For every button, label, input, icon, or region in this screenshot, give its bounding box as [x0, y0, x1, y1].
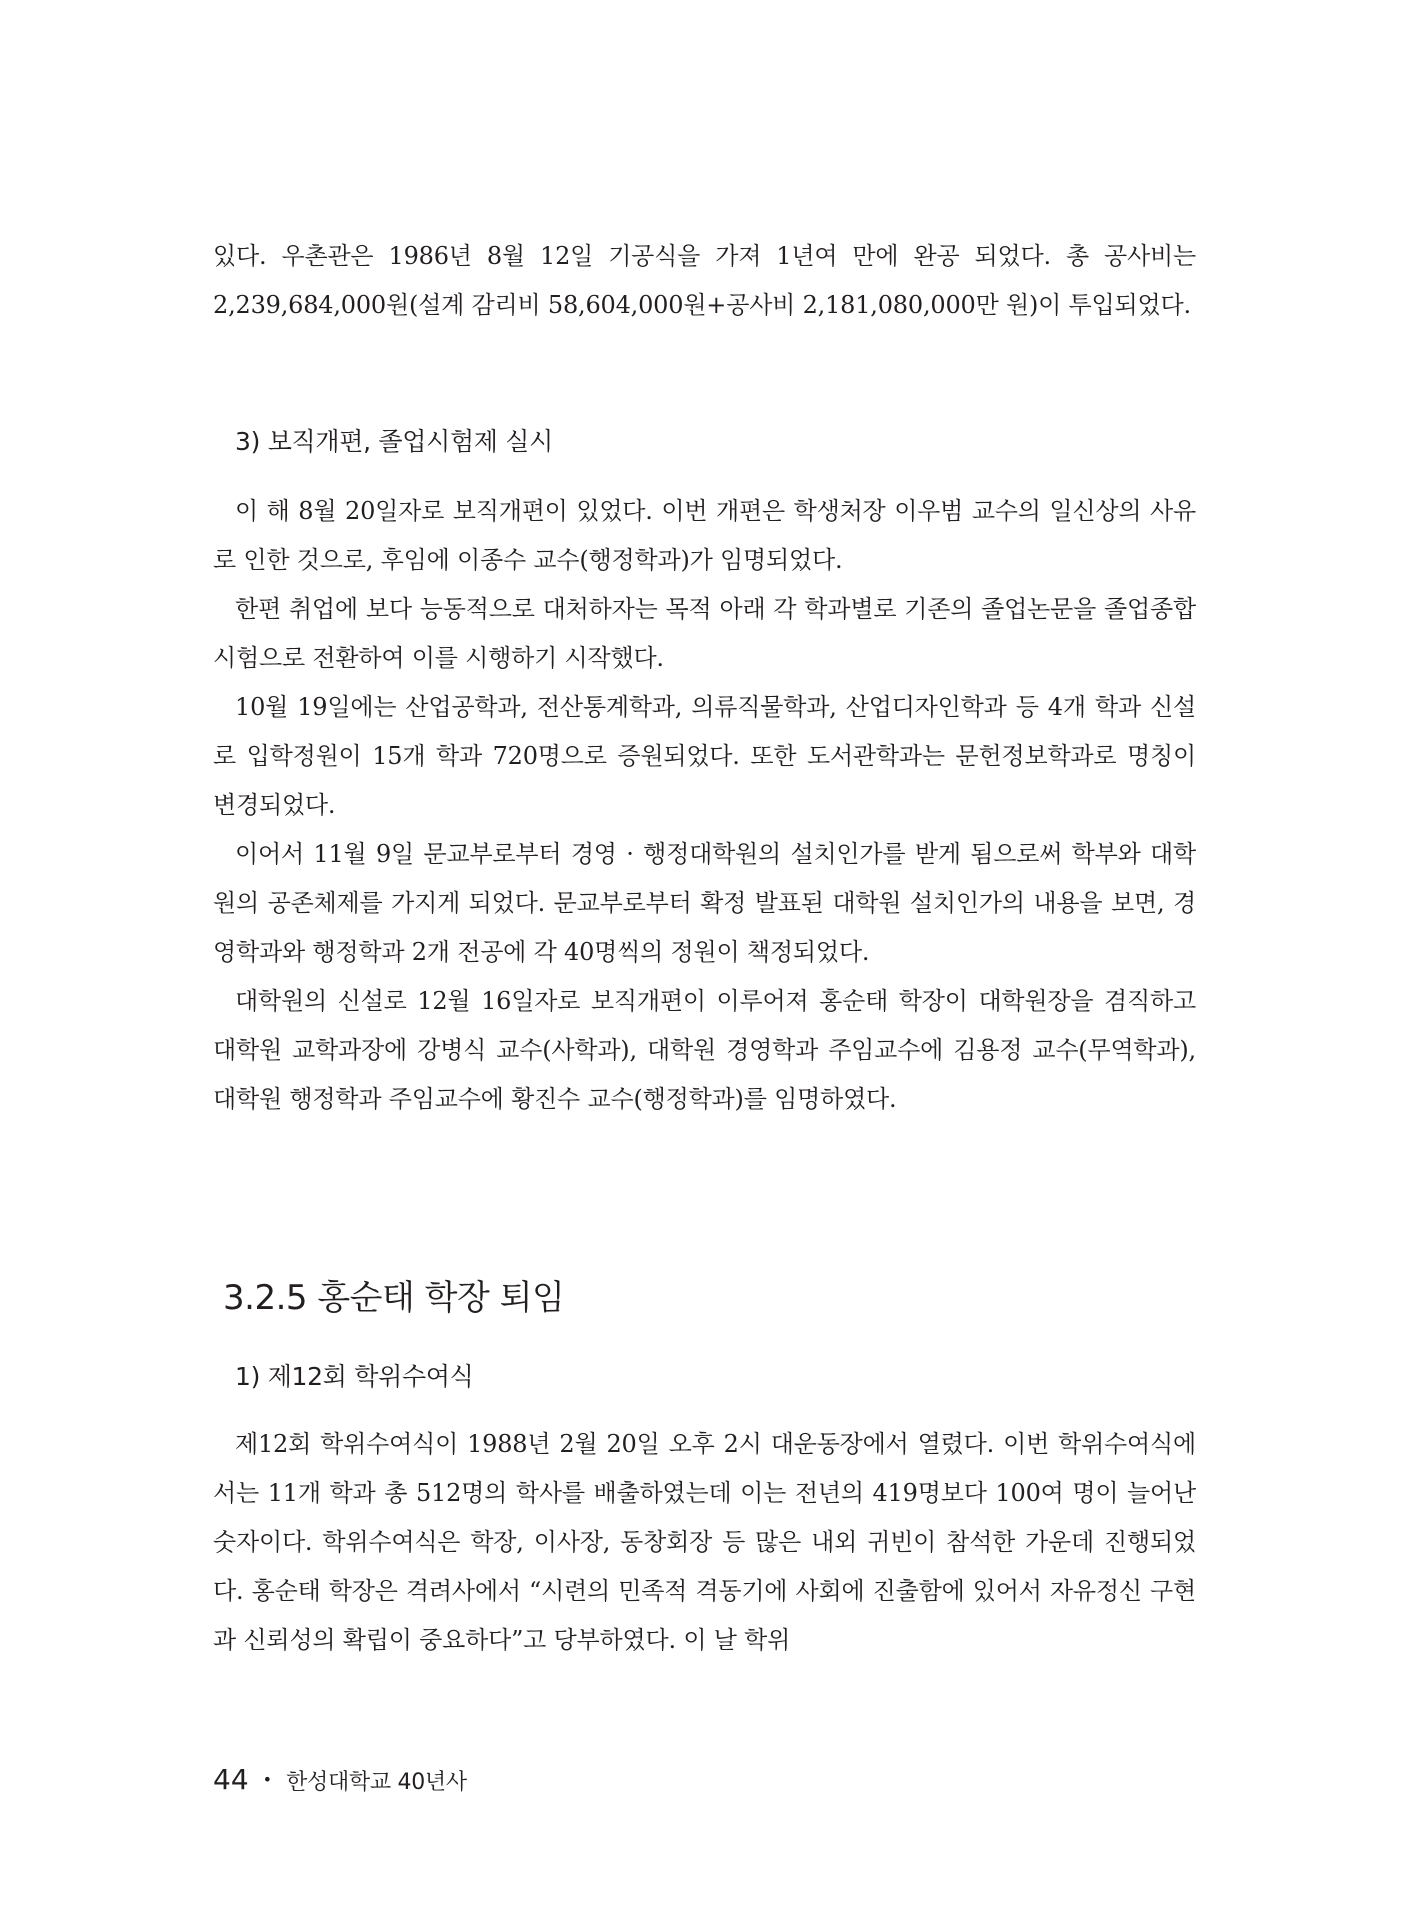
subsection-1: [213, 1357, 1196, 1393]
subsection-heading: 3) 보직개편, 졸업시험제 실시: [235, 427, 553, 456]
section-325: [213, 1270, 1196, 1319]
intro-paragraph: 있다. 우촌관은 1986년 8월 12일 기공식을 가져 1년여 만에 완공 되었다. 총 공사비는 2,239,684,000원(설계 감리비 58,604,000원+공사비 2,181,080,000만 원)이 투입되었다.: [213, 242, 1196, 319]
page-number: 44: [213, 1763, 249, 1796]
book-title: 한성대학교 40년사: [286, 1770, 467, 1795]
page-footer: [213, 1763, 467, 1796]
paragraph: 대학원의 신설로 12월 16일자로 보직개편이 이루어져 홍순태 학장이 대학원장을 겸직하고 대학원 교학과장에 강병식 교수(사학과), 대학원 경영학과 주임교수에 김용정 교수(무역학과), 대학원 행정학과 주임교수에 황진수 교수(행정학과)를 임명하였다.: [213, 987, 1196, 1113]
subsection-heading: 1) 제12회 학위수여식: [235, 1362, 474, 1391]
paragraph: 제12회 학위수여식이 1988년 2월 20일 오후 2시 대운동장에서 열렸다. 이번 학위수여식에서는 11개 학과 총 512명의 학사를 배출하였는데 이는 전년의 419명보다 100여 명이 늘어난 숫자이다. 학위수여식은 학장, 이사장, 동창회장 등 많은 내외 귀빈이 참석한 가운데 진행되었다. 홍순태 학장은 격려사에서 “시련의 민족적 격동기에 사회에 진출함에 있어서 자유정신 구현과 신뢰성의 확립이 중요하다”고 당부하였다. 이 날 학위: [213, 1430, 1196, 1654]
subsection-1-body: [213, 1420, 1196, 1665]
section-heading: 3.2.5 홍순태 학장 퇴임: [223, 1278, 565, 1318]
bullet-separator: •: [262, 1770, 273, 1789]
paragraph: 10월 19일에는 산업공학과, 전산통계학과, 의류직물학과, 산업디자인학과 등 4개 학과 신설로 입학정원이 15개 학과 720명으로 증원되었다. 또한 도서관학과는 문헌정보학과로 명칭이 변경되었다.: [213, 693, 1196, 819]
paragraph: 이 해 8월 20일자로 보직개편이 있었다. 이번 개편은 학생처장 이우범 교수의 일신상의 사유로 인한 것으로, 후임에 이종수 교수(행정학과)가 임명되었다.: [213, 497, 1196, 574]
paragraph: 이어서 11월 9일 문교부로부터 경영 · 행정대학원의 설치인가를 받게 됨으로써 학부와 대학원의 공존체제를 가지게 되었다. 문교부로부터 확정 발표된 대학원 설치인가의 내용을 보면, 경영학과와 행정학과 2개 전공에 각 40명씩의 정원이 책정되었다.: [213, 840, 1196, 966]
paragraph: 한편 취업에 보다 능동적으로 대처하자는 목적 아래 각 학과별로 기존의 졸업논문을 졸업종합시험으로 전환하여 이를 시행하기 시작했다.: [213, 595, 1196, 672]
subsection-3: [213, 422, 1196, 458]
subsection-3-body: [213, 487, 1196, 1124]
intro-block: [213, 232, 1196, 330]
